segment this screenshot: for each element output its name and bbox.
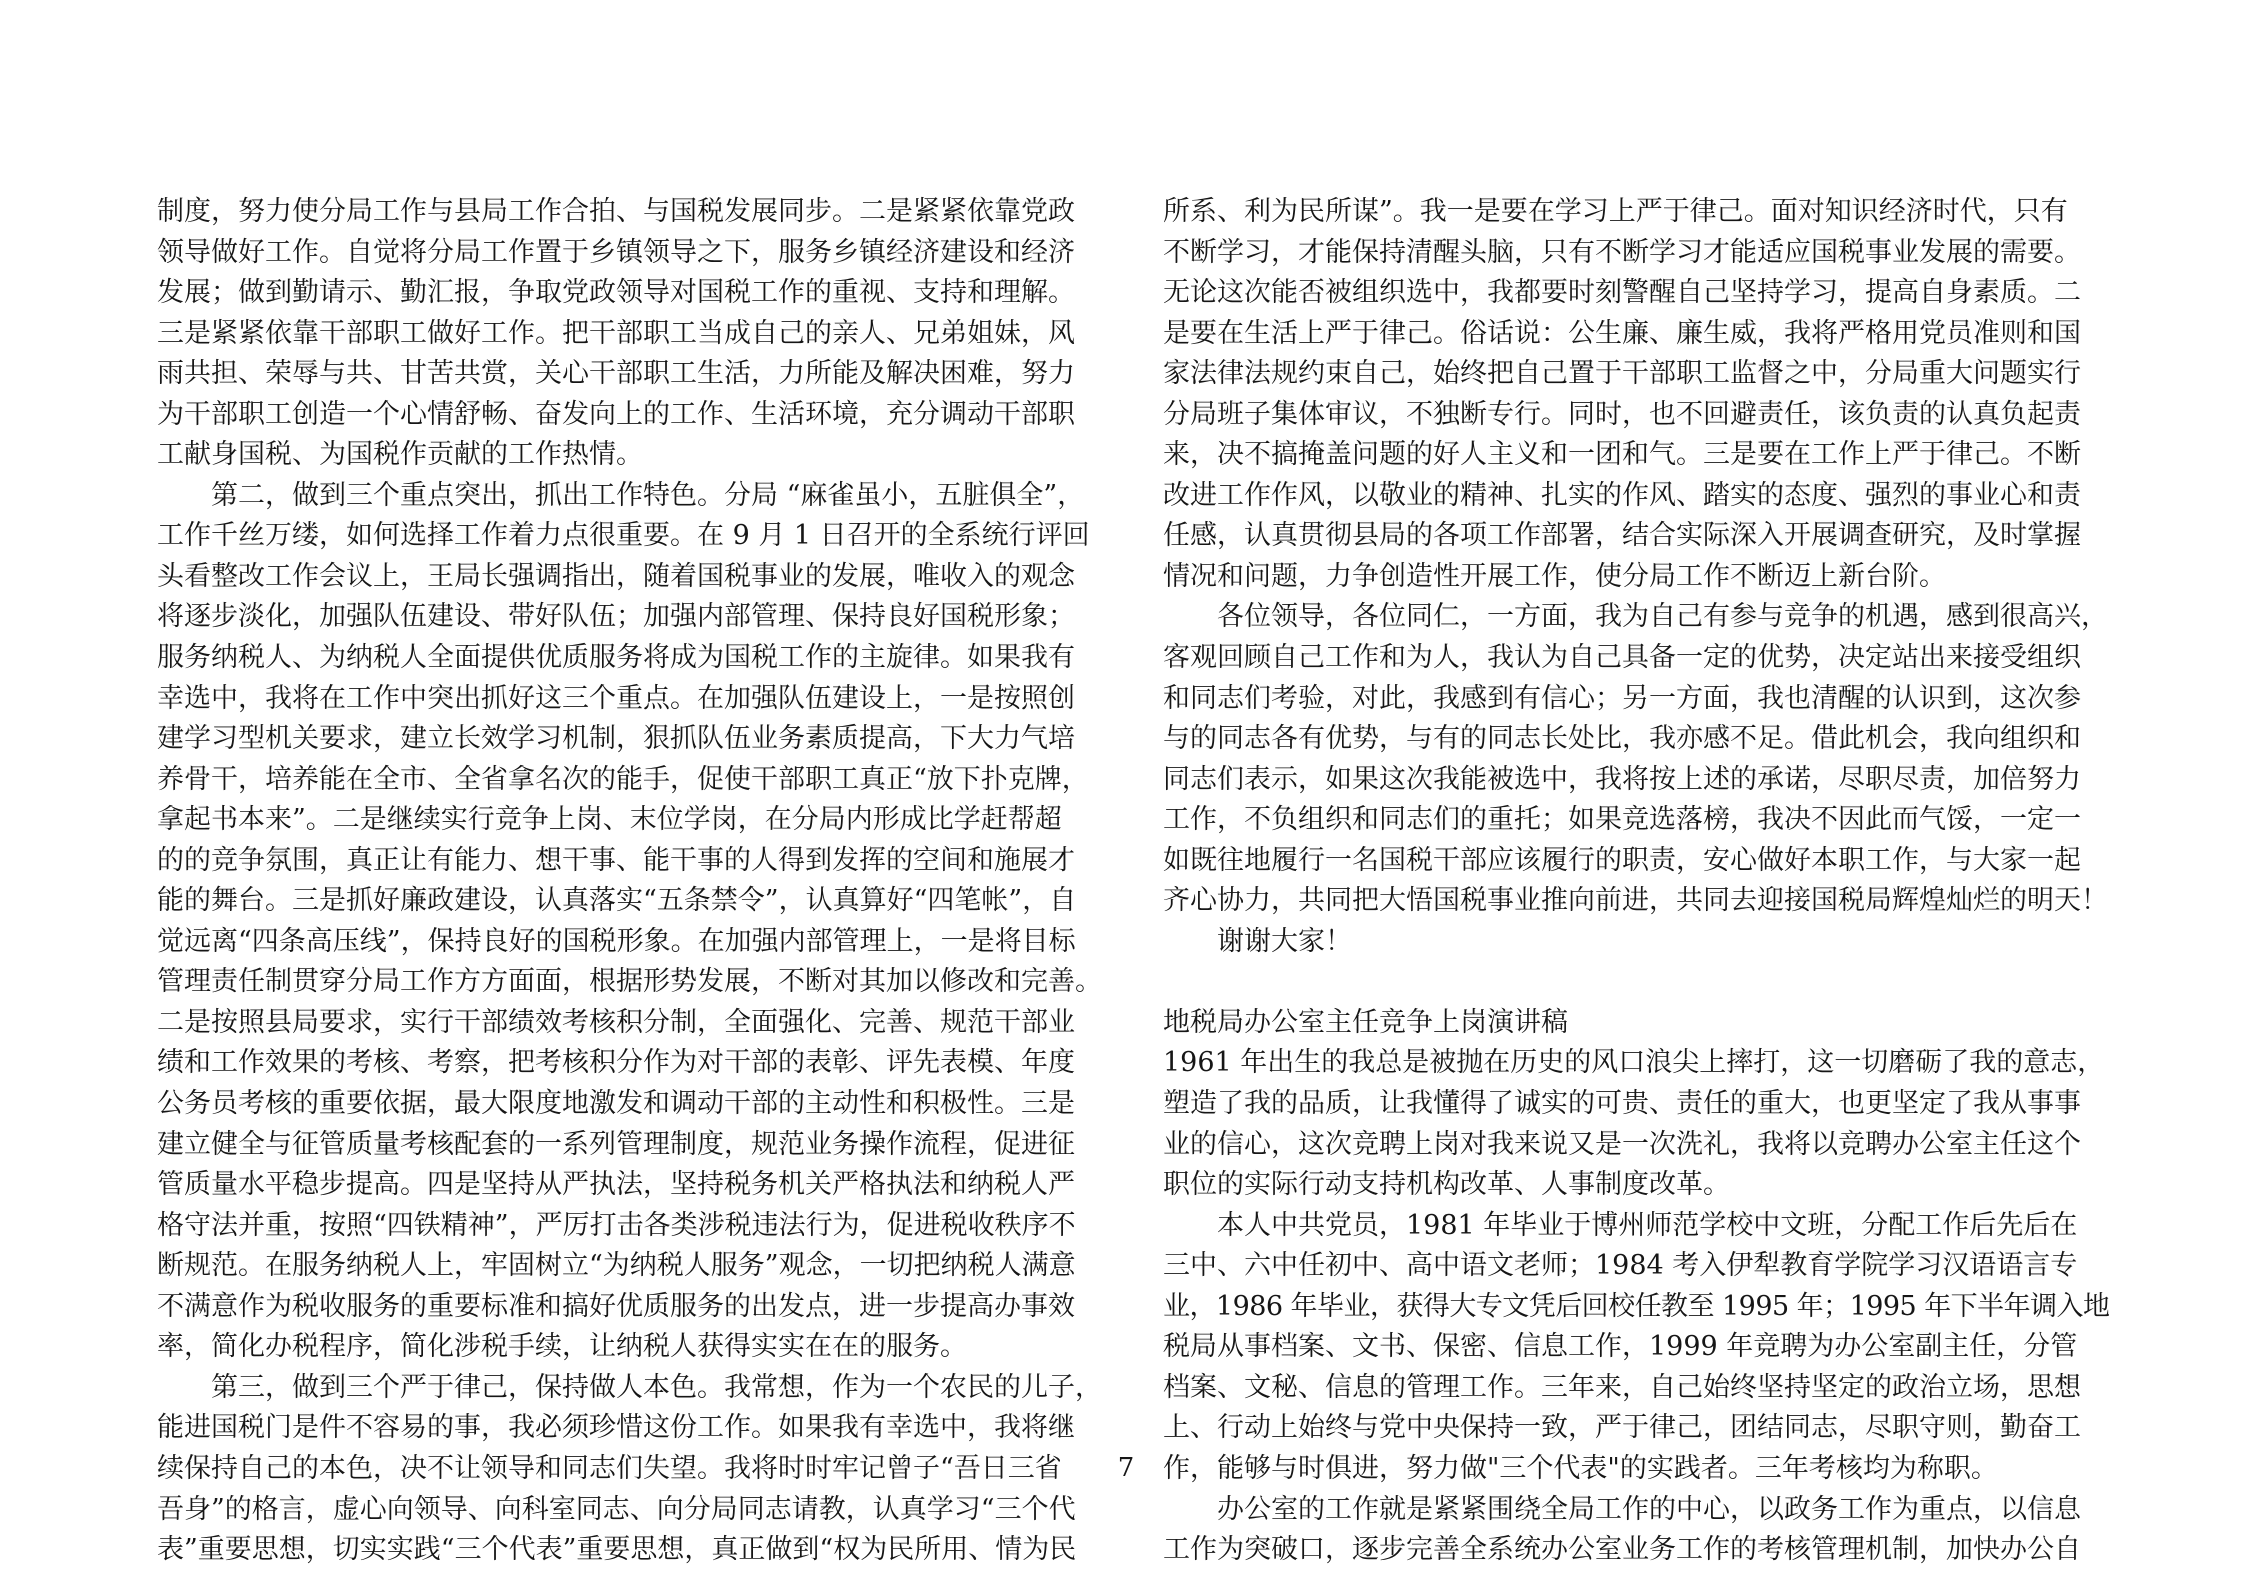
text-line: 能进国税门是件不容易的事，我必须珍惜这份工作。如果我有幸选中，我将继 [157,1412,1075,1444]
text-line: 公务员考核的重要依据，最大限度地激发和调动干部的主动性和积极性。三是 [157,1088,1075,1120]
text-line: 服务纳税人、为纳税人全面提供优质服务将成为国税工作的主旋律。如果我有 [157,642,1075,674]
text-line: 三是紧紧依靠干部职工做好工作。把干部职工当成自己的亲人、兄弟姐妹，风 [157,317,1075,349]
text-line: 第三，做到三个严于律己，保持做人本色。我常想，作为一个农民的儿子， [157,1371,1102,1403]
office-director-speech [1163,1043,2109,1570]
text-line: 与的同志各有优势，与有的同志长处比，我亦感不足。借此机会，我向组织和 [1163,723,2081,755]
text-line: 领导做好工作。自觉将分局工作置于乡镇领导之下，服务乡镇经济建设和经济 [157,236,1075,268]
text-line: 改进工作作风，以敬业的精神、扎实的作风、踏实的态度、强烈的事业心和责 [1163,479,2081,511]
text-line: 家法律法规约束自己，始终把自己置于干部职工监督之中，分局重大问题实行 [1163,358,2081,390]
text-line: 业的信心，这次竞聘上岗对我来说又是一次洗礼，我将以竞聘办公室主任这个 [1163,1128,2081,1160]
text-line: 同志们表示，如果这次我能被选中，我将按上述的承诺，尽职尽责，加倍努力 [1163,763,2081,795]
left-text-column [157,192,1103,1571]
text-line: 养骨干，培养能在全市、全省拿名次的能手，促使干部职工真正“放下扑克牌， [157,763,1089,795]
text-line: 业，1986 年毕业，获得大专文凭后回校任教至 1995 年；1995 年下半年调入地 [1163,1290,2109,1322]
text-line: 上、行动上始终与党中央保持一致，严于律己，团结同志，尽职守则，勤奋工 [1163,1412,2081,1444]
section-gap [1163,962,2109,1003]
text-line: 来，决不搞掩盖问题的好人主义和一团和气。三是要在工作上严于律己。不断 [1163,439,2081,471]
text-line: 1961 年出生的我总是被抛在历史的风口浪尖上摔打，这一切磨砺了我的意志， [1163,1047,2105,1079]
text-line: 谢谢大家！ [1163,925,1352,957]
text-line: 管理责任制贯穿分局工作方方面面，根据形势发展，不断对其加以修改和完善。 [157,966,1102,998]
text-line: 塑造了我的品质，让我懂得了诚实的可贵、责任的重大，也更坚定了我从事事 [1163,1088,2081,1120]
text-line: 格守法并重，按照“四铁精神”，严厉打击各类涉税违法行为，促进税收秩序不 [157,1209,1076,1241]
text-line: 将逐步淡化，加强队伍建设、带好队伍；加强内部管理、保持良好国税形象； [157,601,1075,633]
text-line: 觉远离“四条高压线”，保持良好的国税形象。在加强内部管理上，一是将目标 [157,925,1076,957]
right-text-column [1163,192,2109,1571]
text-line: 绩和工作效果的考核、考察，把考核积分作为对干部的表彰、评先表模、年度 [157,1047,1075,1079]
text-line: 表”重要思想，切实实践“三个代表”重要思想，真正做到“权为民所用、情为民 [157,1534,1077,1566]
page-number: 7 [1117,1453,1135,1483]
text-line: 不断学习，才能保持清醒头脑，只有不断学习才能适应国税事业发展的需要。 [1163,236,2081,268]
text-line: 工献身国税、为国税作贡献的工作热情。 [157,439,643,471]
text-line: 建立健全与征管质量考核配套的一系列管理制度，规范业务操作流程，促进征 [157,1128,1075,1160]
text-line: 拿起书本来”。二是继续实行竞争上岗、末位学岗，在分局内形成比学赶帮超 [157,804,1062,836]
text-line: 办公室的工作就是紧紧围绕全局工作的中心，以政务工作为重点，以信息 [1163,1493,2081,1525]
text-line: 断规范。在服务纳税人上，牢固树立“为纳税人服务”观念，一切把纳税人满意 [157,1250,1076,1282]
text-line: 和同志们考验，对此，我感到有信心；另一方面，我也清醒的认识到，这次参 [1163,682,2081,714]
text-line: 工作为突破口，逐步完善全系统办公室业务工作的考核管理机制，加快办公自 [1163,1534,2081,1566]
text-line: 建学习型机关要求，建立长效学习机制，狠抓队伍业务素质提高，下大力气培 [157,723,1075,755]
text-line: 发展；做到勤请示、勤汇报，争取党政领导对国税工作的重视、支持和理解。 [157,277,1075,309]
text-line: 幸选中，我将在工作中突出抓好这三个重点。在加强队伍建设上，一是按照创 [157,682,1075,714]
text-line: 工作，不负组织和同志们的重托；如果竞选落榜，我决不因此而气馁，一定一 [1163,804,2081,836]
text-line: 是要在生活上严于律己。俗话说：公生廉、廉生威，我将严格用党员准则和国 [1163,317,2081,349]
text-line: 如既往地履行一名国税干部应该履行的职责，安心做好本职工作，与大家一起 [1163,844,2081,876]
text-line: 头看整改工作会议上，王局长强调指出，随着国税事业的发展，唯收入的观念 [157,560,1075,592]
text-line: 分局班子集体审议，不独断专行。同时，也不回避责任，该负责的认真负起责 [1163,398,2081,430]
text-line: 作，能够与时俱进，努力做"三个代表"的实践者。三年考核均为称职。 [1163,1452,1998,1484]
text-line: 齐心协力，共同把大悟国税事业推向前进，共同去迎接国税局辉煌灿烂的明天！ [1163,885,2108,917]
text-line: 客观回顾自己工作和为人，我认为自己具备一定的优势，决定站出来接受组织 [1163,642,2081,674]
text-line: 管质量水平稳步提高。四是坚持从严执法，坚持税务机关严格执法和纳税人严 [157,1169,1075,1201]
text-line: 吾身”的格言，虚心向领导、向科室同志、向分局同志请教，认真学习“三个代 [157,1493,1076,1525]
text-line: 雨共担、荣辱与共、甘苦共赏，关心干部职工生活，力所能及解决困难，努力 [157,358,1075,390]
text-line: 无论这次能否被组织选中，我都要时刻警醒自己坚持学习，提高自身素质。二 [1163,277,2081,309]
text-line: 本人中共党员，1981 年毕业于博州师范学校中文班，分配工作后先后在 [1163,1209,2078,1241]
section-heading: 地税局办公室主任竞争上岗演讲稿 [1163,1006,1568,1038]
text-line: 税局从事档案、文书、保密、信息工作，1999 年竞聘为办公室副主任，分管 [1163,1331,2078,1363]
text-line: 任感，认真贯彻县局的各项工作部署，结合实际深入开展调查研究，及时掌握 [1163,520,2081,552]
text-line: 为干部职工创造一个心情舒畅、奋发向上的工作、生活环境，充分调动干部职 [157,398,1075,430]
text-line: 职位的实际行动支持机构改革、人事制度改革。 [1163,1169,1730,1201]
text-line: 所系、利为民所谋”。我一是要在学习上严于律己。面对知识经济时代，只有 [1163,196,2068,227]
text-line: 续保持自己的本色，决不让领导和同志们失望。我将时时牢记曾子“吾日三省 [157,1452,1062,1484]
text-line: 工作千丝万缕，如何选择工作着力点很重要。在 9 月 1 日召开的全系统行评回 [157,520,1090,552]
text-line: 制度，努力使分局工作与县局工作合拍、与国税发展同步。二是紧紧依靠党政 [157,196,1075,227]
text-line: 第二，做到三个重点突出，抓出工作特色。分局 “麻雀虽小，五脏俱全”， [157,479,1085,511]
text-line: 不满意作为税收服务的重要标准和搞好优质服务的出发点，进一步提高办事效 [157,1290,1075,1322]
text-line: 各位领导，各位同仁，一方面，我为自己有参与竞争的机遇，感到很高兴， [1163,601,2108,633]
text-line: 能的舞台。三是抓好廉政建设，认真落实“五条禁令”，认真算好“四笔帐”，自 [157,885,1077,917]
text-line: 的的竞争氛围，真正让有能力、想干事、能干事的人得到发挥的空间和施展才 [157,844,1075,876]
text-line: 情况和问题，力争创造性开展工作，使分局工作不断迈上新台阶。 [1163,560,1946,592]
text-line: 率，简化办税程序，简化涉税手续，让纳税人获得实实在在的服务。 [157,1331,967,1363]
text-line: 档案、文秘、信息的管理工作。三年来，自己始终坚持坚定的政治立场，思想 [1163,1371,2081,1403]
text-line: 二是按照县局要求，实行干部绩效考核积分制，全面强化、完善、规范干部业 [157,1006,1075,1038]
text-line: 三中、六中任初中、高中语文老师；1984 考入伊犁教育学院学习汉语语言专 [1163,1250,2078,1282]
speech-continuation [1163,192,2109,962]
